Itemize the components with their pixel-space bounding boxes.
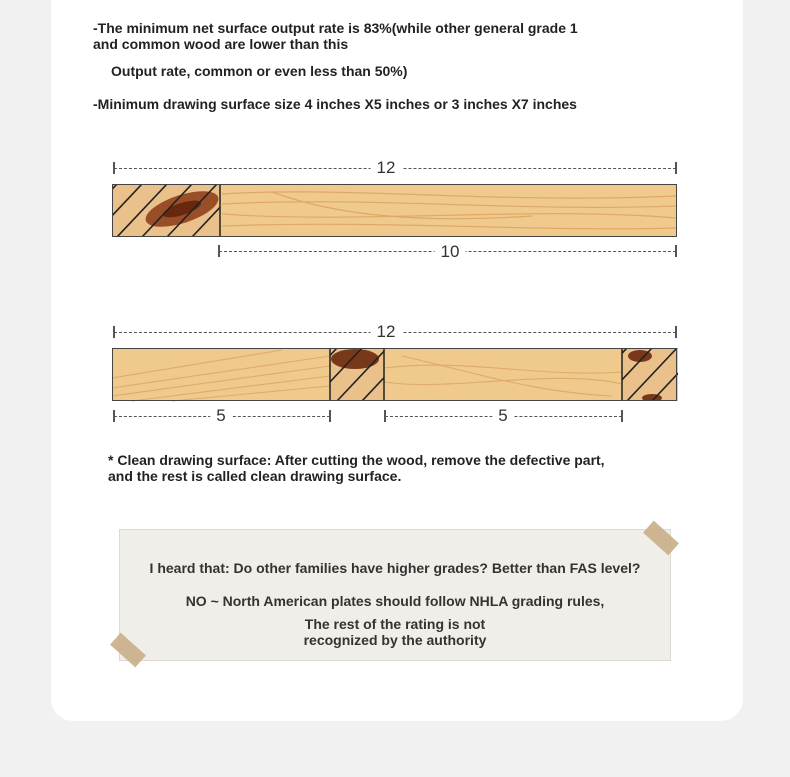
board-1 [112,184,678,238]
dim-label-right: 5 [492,407,513,425]
note-answer-1: NO ~ North American plates should follow NHLA grading rules, [185,593,605,609]
intro-line-4: -Minimum drawing surface size 4 inches X5 inches or 3 inches X7 inches [93,96,577,112]
dim-label-total: 12 [371,323,402,341]
note-question: I heard that: Do other families have higher grades? Better than FAS level? [149,560,641,576]
intro-line-3: Output rate, common or even less than 50%) [111,63,408,79]
dim-tick [675,326,677,338]
intro-line-2: and common wood are lower than this [93,36,349,52]
dim-label-left: 5 [210,407,231,425]
dim-tick [621,410,623,422]
dim-label-total: 12 [371,159,402,177]
dim-label-clear: 10 [435,243,466,261]
dim-tick [675,245,677,257]
dim-tick [329,410,331,422]
definition-line-1: * Clean drawing surface: After cutting the wood, remove the defective part, [108,452,605,468]
board-2 [112,348,678,402]
note-box [119,529,671,661]
note-answer-2: The rest of the rating is not [304,616,486,632]
note-answer-3: recognized by the authority [303,632,487,648]
dim-tick [675,162,677,174]
intro-line-1: -The minimum net surface output rate is 83%(while other general grade 1 [93,20,578,36]
definition-line-2: and the rest is called clean drawing surface. [108,468,402,484]
